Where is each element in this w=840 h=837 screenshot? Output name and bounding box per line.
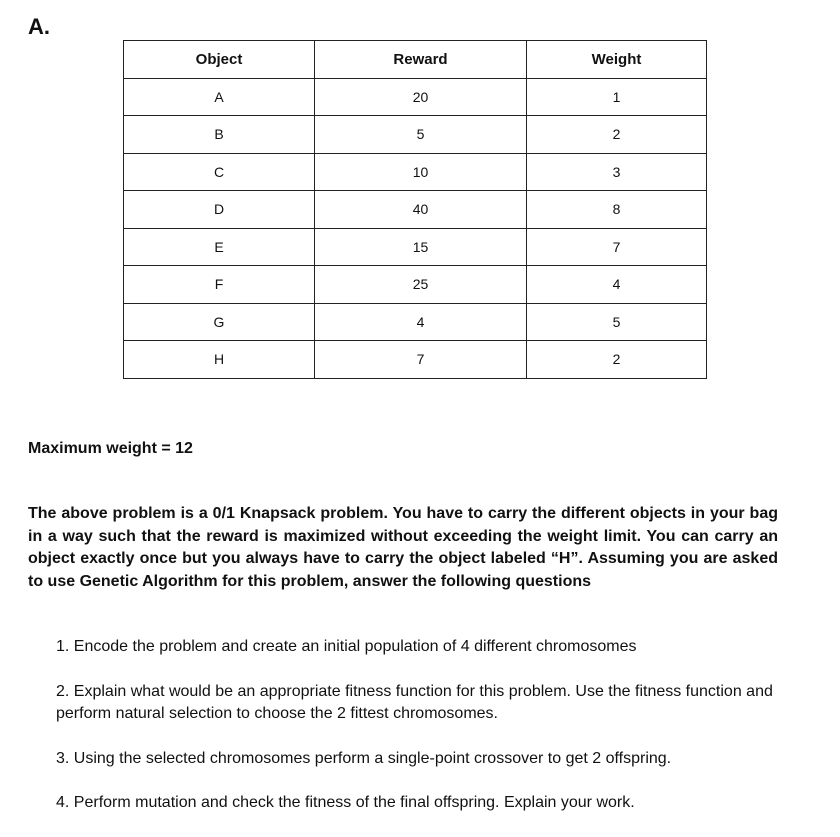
cell-object: C <box>124 153 315 191</box>
cell-weight: 2 <box>527 341 707 379</box>
question-item: 1. Encode the problem and create an initial population of 4 different chromosomes <box>56 638 637 655</box>
table-row <box>124 228 707 266</box>
cell-reward: 40 <box>315 191 527 229</box>
question-item: 2. Explain what would be an appropriate fitness function for this problem. Use the fitness function and perform natural selection to choose the 2 fittest chromosomes. <box>56 682 773 722</box>
cell-weight: 8 <box>527 191 707 229</box>
header-weight: Weight <box>527 41 707 79</box>
cell-reward: 15 <box>315 228 527 266</box>
table-row <box>124 266 707 304</box>
knapsack-table <box>123 40 707 379</box>
cell-weight: 2 <box>527 116 707 154</box>
table-row <box>124 153 707 191</box>
cell-object: A <box>124 78 315 116</box>
max-weight-label: Maximum weight = 12 <box>28 440 193 457</box>
cell-reward: 7 <box>315 341 527 379</box>
cell-reward: 20 <box>315 78 527 116</box>
cell-object: F <box>124 266 315 304</box>
cell-reward: 5 <box>315 116 527 154</box>
table-row <box>124 303 707 341</box>
table-row <box>124 341 707 379</box>
table-row <box>124 191 707 229</box>
cell-reward: 10 <box>315 153 527 191</box>
cell-reward: 4 <box>315 303 527 341</box>
cell-reward: 25 <box>315 266 527 304</box>
table-row <box>124 78 707 116</box>
question-item: 3. Using the selected chromosomes perform a single-point crossover to get 2 offspring. <box>56 749 672 767</box>
question-list <box>56 636 776 837</box>
cell-weight: 3 <box>527 153 707 191</box>
section-label: A. <box>28 14 50 39</box>
cell-object: B <box>124 116 315 154</box>
cell-object: H <box>124 341 315 379</box>
cell-weight: 5 <box>527 303 707 341</box>
header-object: Object <box>124 41 315 79</box>
cell-weight: 7 <box>527 228 707 266</box>
table-header-row <box>124 41 707 79</box>
table-row <box>124 116 707 154</box>
problem-statement: The above problem is a 0/1 Knapsack problem. You have to carry the different objects in your bag in a way such that the reward is maximized without exceeding the weight limit. You can carry an object exactly once but you always have to carry the object labeled “H”. Assuming you are asked to use Genetic Algorithm for this problem, answer the following questions <box>28 505 778 590</box>
cell-weight: 1 <box>527 78 707 116</box>
question-item: 4. Perform mutation and check the fitness of the final offspring. Explain your work. <box>56 794 635 811</box>
header-reward: Reward <box>315 41 527 79</box>
cell-object: D <box>124 191 315 229</box>
cell-weight: 4 <box>527 266 707 304</box>
cell-object: E <box>124 228 315 266</box>
cell-object: G <box>124 303 315 341</box>
